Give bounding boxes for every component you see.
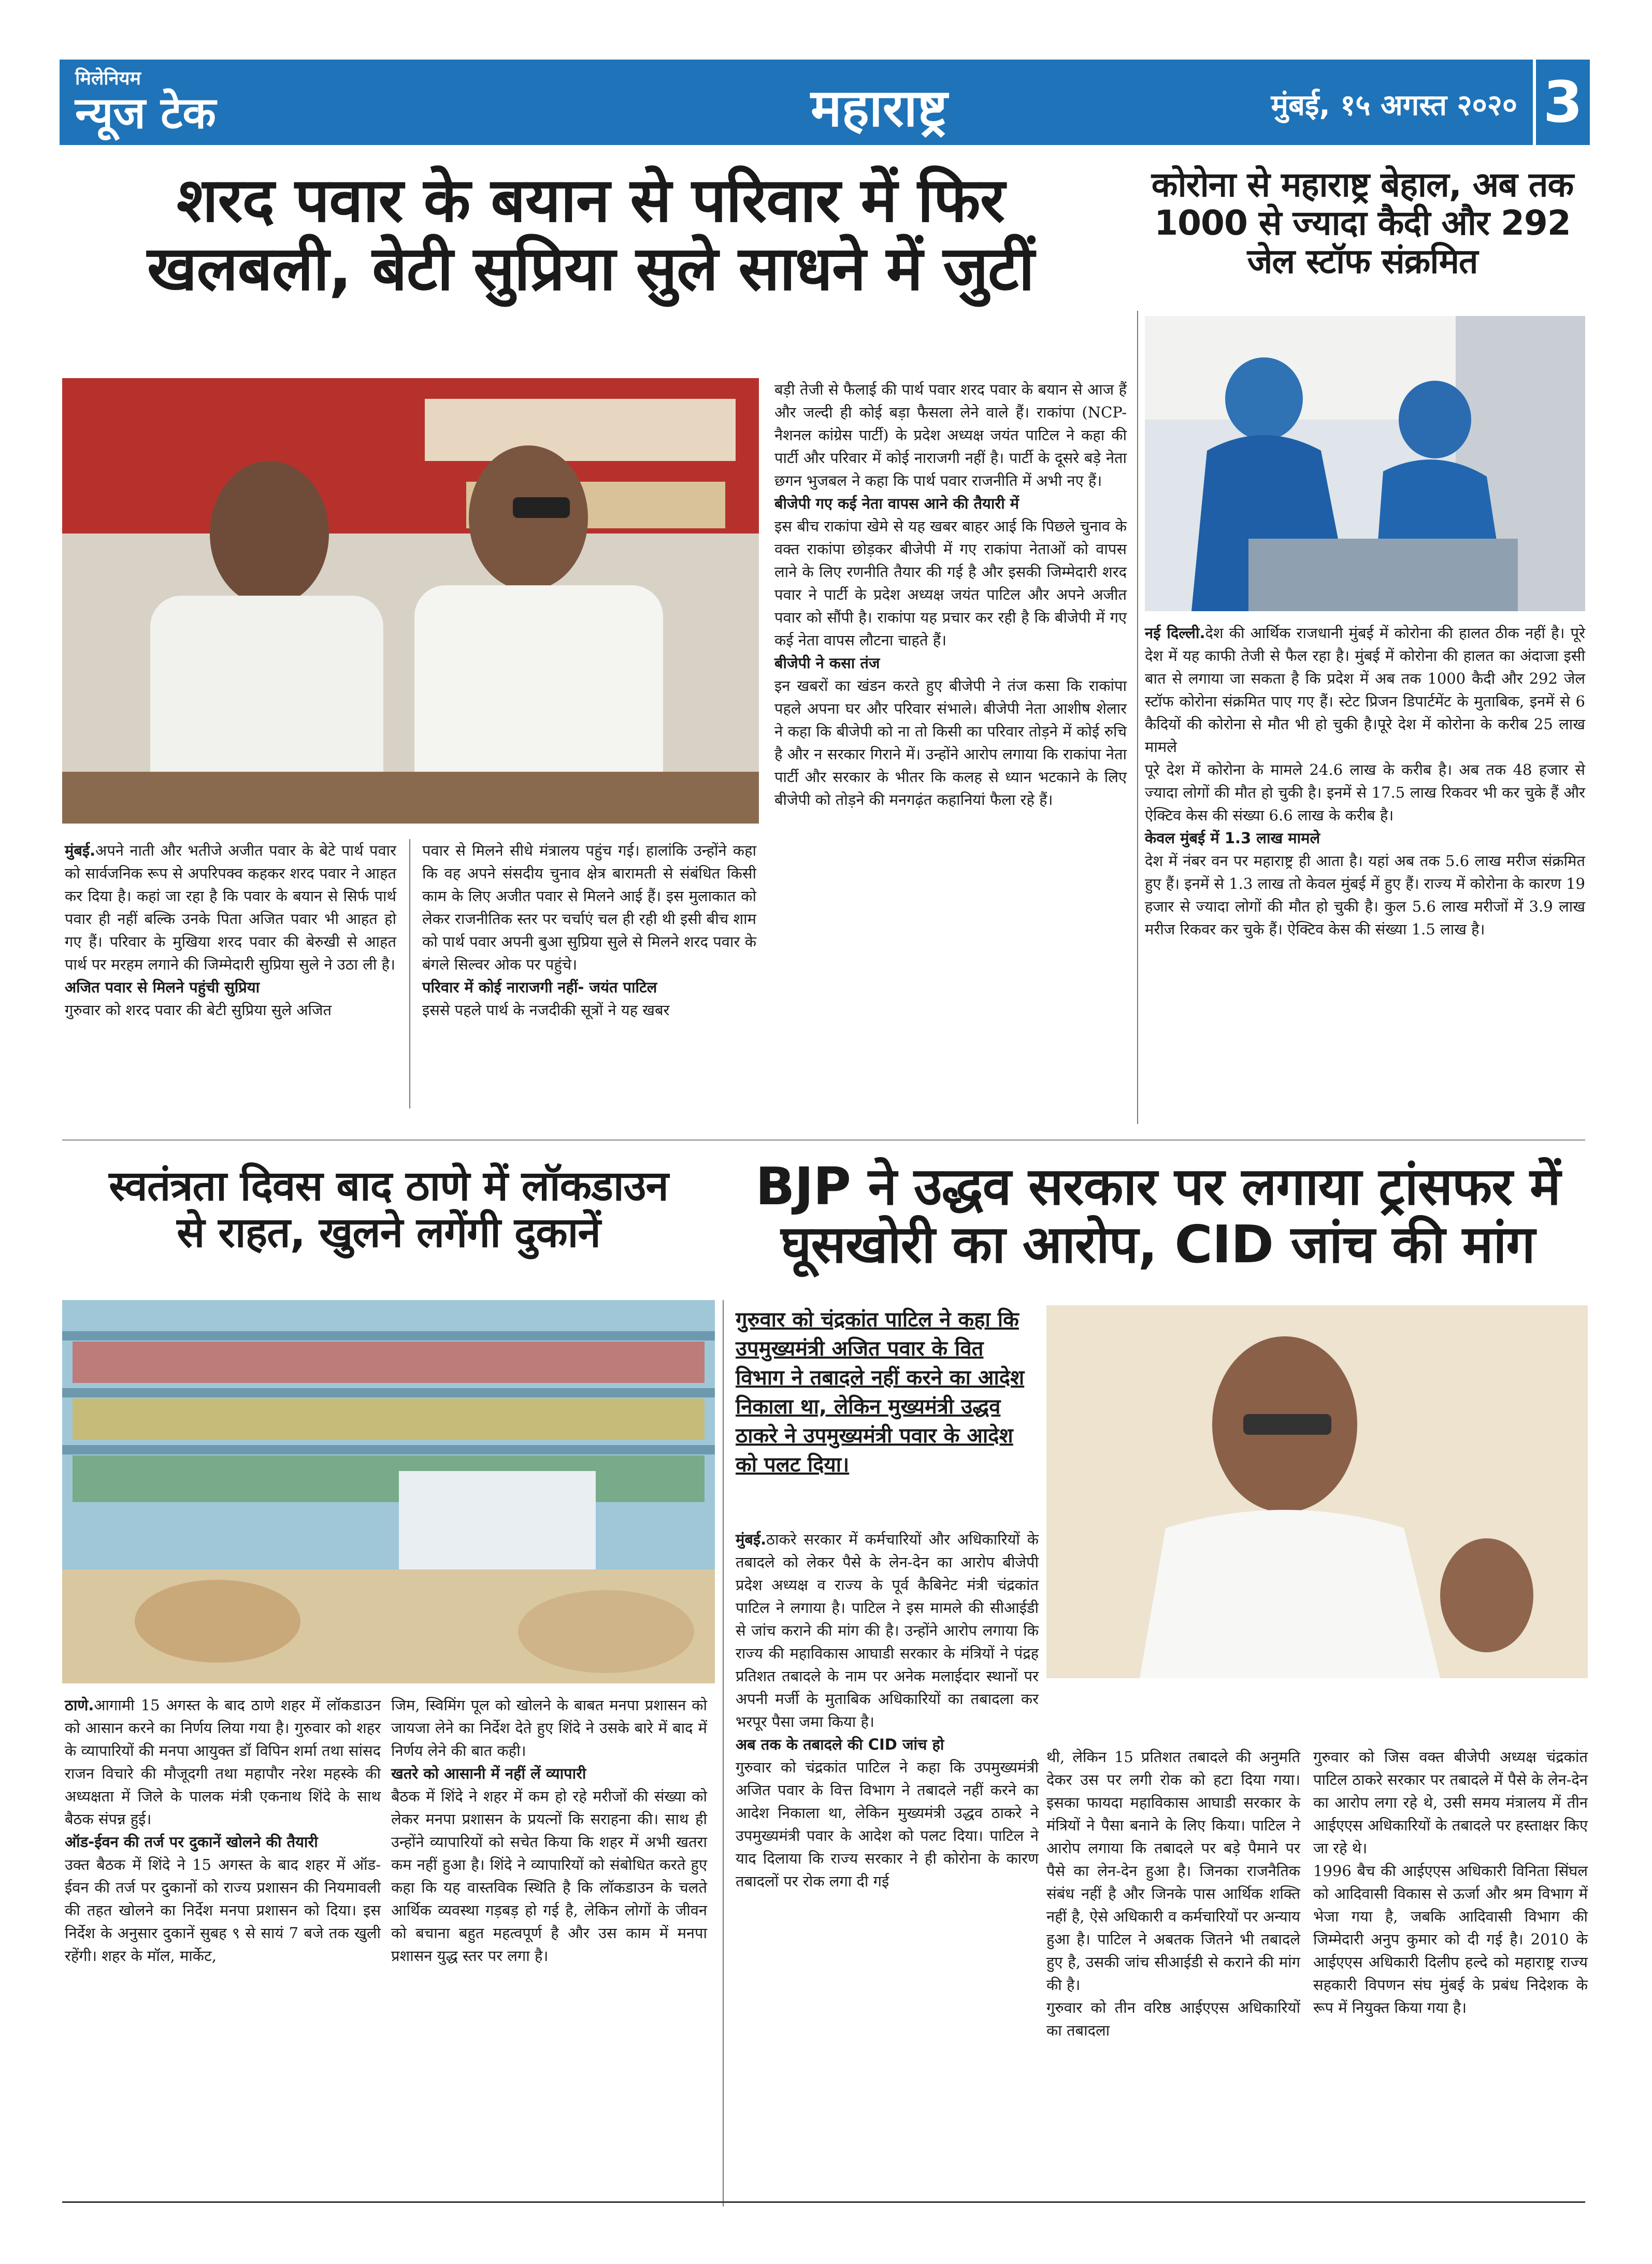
- story1-col3-body: बड़ी तेजी से फैलाई की पार्थ पवार शरद पवार के बयान से आज हैं और जल्दी ही कोई बड़ा फैसला लेने वाले हैं। राकांपा (NCP-नैशनल कांग्रेस पार्टी) के प्रदेश अध्यक्ष जयंत पाटिल ने कहा की पार्टी और परिवार में कोई नाराजगी नहीं है। पार्टी के दूसरे बड़े नेता छगन भुजबल ने कहा कि पार्थ पवार राजनीति में अभी नए हैं।: [774, 381, 1127, 489]
- dateline: मुंबई, १५ अगस्त २०२०: [1271, 89, 1517, 122]
- story1-lead: मुंबई.: [65, 842, 96, 859]
- story1-subhead1: अजित पवार से मिलने पहुंची सुप्रिया: [65, 978, 260, 996]
- story1-subhead2: परिवार में कोई नाराजगी नहीं- जयंत पाटिल: [422, 978, 657, 996]
- story4-pullquote: गुरुवार को चंद्रकांत पाटिल ने कहा कि उपमुख्यमंत्री अजित पवार के वित विभाग ने तबादले नहीं करने का आदेश निकाला था, लेकिन मुख्यमंत्री उद्धव ठाकरे ने उपमुख्यमंत्री पवार के आदेश को पलट दिया।: [736, 1308, 1025, 1477]
- masthead-bar: [60, 60, 1590, 145]
- story3-col1-body2: उक्त बैठक में शिंदे ने 15 अगस्त के बाद शहर में ऑड-ईवन की तर्ज पर दुकानों को राज्य प्रशासन की नियमावली की तहत खोलने का निर्देश मनपा प्रशासन को दिया। इस निर्देश के अनुसार दुकानें सुबह ९ से सायं 7 बजे तक खुली रहेंगी। शहर के मॉल, मार्केट,: [65, 1856, 381, 1965]
- story2-body3: देश में नंबर वन पर महाराष्ट्र ही आता है। यहां अब तक 5.6 लाख मरीज संक्रमित हुए हैं। इनमें से 1.3 लाख तो केवल मुंबई में हुए हैं। राज्य में कोरोना के कारण 19 हजार से ज्यादा लोगों की मौत हो चुकी है। कुल 5.6 लाख मरीजों में 3.9 लाख मरीज रिकवर कर चुके हैं। ऐक्टिव केस की संख्या 1.5 लाख है।: [1145, 852, 1585, 938]
- story1-col2: [422, 839, 756, 1021]
- story4-headline-line1: BJP ने उद्धव सरकार पर लगाया ट्रांसफर में: [755, 1156, 1560, 1217]
- story1-col1-body: अपने नाती और भतीजे अजीत पवार के बेटे पार्थ पवार को सार्वजनिक रूप से अपरिपक्व कहकर शरद पवार ने आहत कर दिया है। कहां जा रहा है कि पवार के बयान से सिर्फ पार्थ पवार ही नहीं बल्कि उनके पिता अजित पवार भी आहत हो गए हैं। परिवार के मुखिया शरद पवार की बेरुखी से आहत पार्थ पर मरहम लगाने की जिम्मेदारी सुप्रिया सुले ने उठा ली है।: [65, 842, 396, 973]
- photo-grocery-shop: [62, 1300, 715, 1683]
- story4-col1-body: ठाकरे सरकार में कर्मचारियों और अधिकारियों के तबादले को लेकर पैसे के लेन-देन का आरोप बीजेपी प्रदेश अध्यक्ष व राज्य के पूर्व कैबिनेट मंत्री चंद्रकांत पाटिल ने लगाया है। पाटिल ने इस मामले की सीआईडी से जांच कराने की मांग की है। उन्होंने आरोप लगाया कि राज्य की महाविकास आघाडी सरकार के मंत्रियों ने पंद्रह प्रतिशत तबादले के नाम पर अनेक मलाईदार स्थानों पर अपनी मर्जी के मुताबिक अधिकारियों का तबादला कर भरपूर पैसा जमा किया है।: [736, 1531, 1039, 1731]
- divider: [723, 1300, 724, 2207]
- section-separator: [62, 1140, 1585, 1141]
- story4-col1-body2: गुरुवार को चंद्रकांत पाटिल ने कहा कि उपमुख्यमंत्री अजित पवार के वित्त विभाग ने तबादले नहीं करने का आदेश निकाला था, लेकिन मुख्यमंत्री उद्धव ठाकरे ने उपमुख्यमंत्री पवार के आदेश को पलट दिया। पाटिल ने याद दिलाया कि राज्य सरकार ने ही कोरोना के कारण तबादलों पर रोक लगा दी गई: [736, 1758, 1039, 1890]
- section-title: महाराष्ट्र: [811, 77, 947, 138]
- story1-subhead4: बीजेपी ने कसा तंज: [774, 654, 880, 672]
- story3-col2-body: जिम, स्विमिंग पूल को खोलने के बाबत मनपा प्रशासन को जायजा लेने का निर्देश देते हुए शिंदे ने उसके बारे में बाद में निर्णय लेने की बात कही।: [391, 1696, 707, 1760]
- story1-subhead3: बीजेपी गए कई नेता वापस आने की तैयारी में: [774, 495, 1019, 512]
- bottom-rule: [62, 2201, 1585, 2203]
- story4-col1: [736, 1528, 1039, 1893]
- story2-headline-line1: कोरोना से महाराष्ट्र बेहाल, अब तक: [1151, 165, 1574, 205]
- story4-col3-body2: 1996 बैच की आईएएस अधिकारी विनिता सिंघल को आदिवासी विकास से ऊर्जा और श्रम विभाग में भेजा गया है, जबकि आदिवासी विभाग की जिम्मेदारी अनुप कुमार को दी गई है। 2010 के आईएएस अधिकारी दिलीप हल्दे को महाराष्ट्र राज्य सहकारी विपणन संघ मुंबई के प्रबंध निदेशक के रूप में नियुक्त किया गया है।: [1313, 1862, 1588, 2016]
- story2-lead: नई दिल्ली.: [1145, 624, 1205, 642]
- story2-subhead: केवल मुंबई में 1.3 लाख मामले: [1145, 829, 1320, 847]
- story2-body1: देश की आर्थिक राजधानी मुंबई में कोरोना की हालत ठीक नहीं है। पूरे देश में यह काफी तेजी से फैल रहा है। मुंबई में कोरोना की हालत का अंदाजा इसी बात से लगाया जा सकता है कि प्रदेश में अब तक 1000 कैदी और 292 जेल स्टॉफ कोरोना संक्रमित पाए गए हैं। स्टेट प्रिजन डिपार्टमेंट के मुताबिक, इनमें से 6 कैदियों की कोरोना से मौत भी हो चुकी है।पूरे देश में कोरोना के करीब 25 लाख मामले: [1145, 624, 1585, 756]
- story2-headline-line2: 1000 से ज्यादा कैदी और 292: [1154, 203, 1571, 243]
- story1-headline-line1: शरद पवार के बयान से परिवार में फिर: [176, 164, 1005, 236]
- story1-headline-line2: खलबली, बेटी सुप्रिया सुले साधने में जुटीं: [147, 233, 1034, 305]
- story3-headline-line1: स्वतंत्रता दिवस बाद ठाणे में लॉकडाउन: [109, 1162, 668, 1210]
- photo-covid-lab: [1145, 316, 1585, 611]
- story3-col2: [391, 1694, 707, 1967]
- story1-col2-body2: इससे पहले पार्थ के नजदीकी सूत्रों ने यह खबर: [422, 1001, 670, 1019]
- page-number: 3: [1533, 60, 1590, 145]
- story2-body2: पूरे देश में कोरोना के मामले 24.6 लाख के करीब है। अब तक 48 हजार से ज्यादा लोगों की मौत हो चुकी है। इनमें से 17.5 लाख रिकवर भी कर चुके हैं और ऐक्टिव केस की संख्या 6.6 लाख के करीब है।: [1145, 761, 1585, 824]
- story3-col1-body: आगामी 15 अगस्त के बाद ठाणे शहर में लॉकडाउन को आसान करने का निर्णय लिया गया है। गुरुवार को शहर के व्यापारियों की मनपा आयुक्त डॉ विपिन शर्मा तथा सांसद राजन विचारे की मौजूदगी तथा महापौर नरेश महस्के की अध्यक्षता में जिले के पालक मंत्री एकनाथ शिंदे के साथ बैठक संपन्न हुई।: [65, 1696, 381, 1828]
- story4-headline-line2: घूसखोरी का आरोप, CID जांच की मांग: [781, 1214, 1535, 1275]
- story4-col2-body: थी, लेकिन 15 प्रतिशत तबादले की अनुमति देकर उस पर लगी रोक को हटा दिया गया। इसका फायदा महाविकास आघाडी सरकार के मंत्रियों ने पैसा बनाने के लिए किया। पाटिल ने आरोप लगाया कि तबादले पर बड़े पैमाने पर पैसे का लेन-देन हुआ है। जिनका राजनैतिक संबंध नहीं है और जिनके पास आर्थिक शक्ति नहीं है, ऐसे अधिकारी व कर्मचारियों पर अन्याय हुआ है। पाटिल ने अबतक जितने भी तबादले हुए है, उसकी जांच सीआईडी से कराने की मांग की है।: [1046, 1748, 1300, 1994]
- story3-subhead1: ऑड-ईवन की तर्ज पर दुकानें खोलने की तैयारी: [65, 1833, 318, 1851]
- story4-headline: [725, 1158, 1590, 1274]
- story3-col1: [65, 1694, 381, 1967]
- story1-col2-body: पवार से मिलने सीधे मंत्रालय पहुंच गई। हालांकि उन्होंने कहा कि वह अपने संसदीय चुनाव क्षेत्र बारामती से संबंधित किसी काम के लिए अजीत पवार से मिलने आई हैं। इस मुलाकात को लेकर राजनीतिक स्तर पर चर्चाएं चल ही रही थी इसी बीच शाम को पार्थ पवार अपनी बुआ सुप्रिया सुले से मिलने शरद पवार के बंगले सिल्वर ओक पर पहुंचे।: [422, 842, 756, 973]
- story3-lead: ठाणे.: [65, 1696, 94, 1714]
- story1-col3-body3: इन खबरों का खंडन करते हुए बीजेपी ने तंज कसा कि राकांपा पहले अपना घर और परिवार संभाले। बीजेपी नेता आशीष शेलार ने कहा कि बीजेपी को ना तो किसी का परिवार तोड़ने में कोई रुचि है और न सरकार गिराने में। उन्होंने आरोप लगाया कि राकांपा नेता पार्टी और सरकार के भीतर कि कलह से ध्यान भटकाने के लिए बीजेपी को तोड़ने की मनगढ़ंत कहानियां फैला रहे हैं।: [774, 677, 1127, 809]
- brand-small: मिलेनियम: [75, 68, 141, 89]
- story3-col2-body2: बैठक में शिंदे ने शहर में कम हो रहे मरीजों की संख्या को लेकर मनपा प्रशासन के प्रयत्नों कि सराहना की। साथ ही उन्होंने व्यापारियों को सचेत किया कि शहर में अभी खतरा कम नहीं हुआ है। शिंदे ने व्यापारियों को संबोधित करते हुए कहा कि यह वास्तविक स्थिति है कि लॉकडाउन के चलते आर्थिक व्यवस्था गड़बड़ हो गई है, लेकिन लोगों के जीवन को बचाना बहुत महत्वपूर्ण है और उस काम में मनपा प्रशासन युद्ध स्तर पर लगा है।: [391, 1787, 707, 1965]
- divider: [409, 839, 410, 1108]
- story3-headline-line2: से राहत, खुलने लगेंगी दुकानें: [177, 1208, 600, 1257]
- story3-headline: [62, 1163, 715, 1256]
- story3-subhead2: खतरे को आसानी में नहीं लें व्यापारी: [391, 1765, 586, 1782]
- story4-lead: मुंबई.: [736, 1531, 767, 1548]
- divider: [1137, 311, 1138, 1124]
- story1-headline: [67, 164, 1114, 305]
- story2-headline-line3: जेल स्टॉफ संक्रमित: [1247, 241, 1478, 281]
- photo-uddhav: [1046, 1305, 1588, 1678]
- story1-col3-body2: इस बीच राकांपा खेमे से यह खबर बाहर आई कि पिछले चुनाव के वक्त राकांपा छोड़कर बीजेपी में गए राकांपा नेताओं को वापस लाने के लिए रणनीति तैयार की गई है और इसकी जिम्मेदारी शरद पवार ने पार्टी के प्रदेश अध्यक्ष जयंत पाटिल और अपने अजीत पवार को सौंपी है। राकांपा यह प्रचार कर रही है कि बीजेपी में गए कई नेता वापस लौटना चाहते हैं।: [774, 517, 1127, 649]
- photo-pawar: [62, 378, 759, 824]
- story2-body: [1145, 622, 1585, 941]
- story1-col1: [65, 839, 396, 1021]
- story4-col2-body2: गुरुवार को तीन वरिष्ठ आईएएस अधिकारियों का तबादला: [1046, 1999, 1300, 2039]
- story1-col3: [774, 378, 1127, 811]
- story2-headline: [1134, 166, 1590, 281]
- story1-col1-body2: गुरुवार को शरद पवार की बेटी सुप्रिया सुले अजित: [65, 1001, 332, 1019]
- story4-col3-body: गुरुवार को जिस वक्त बीजेपी अध्यक्ष चंद्रकांत पाटिल ठाकरे सरकार पर तबादले में पैसे के लेन-देन का आरोप लगा रहे थे, उसी समय मंत्रालय में तीन आईएएस अधिकारियों के तबादले पर हस्ताक्षर किए जा रहे थे।: [1313, 1748, 1588, 1857]
- brand-name: न्यूज टेक: [75, 88, 216, 138]
- story4-subhead1: अब तक के तबादले की CID जांच हो: [736, 1736, 944, 1753]
- story4-col2: [1046, 1746, 1300, 2042]
- story4-col3: [1313, 1746, 1588, 2019]
